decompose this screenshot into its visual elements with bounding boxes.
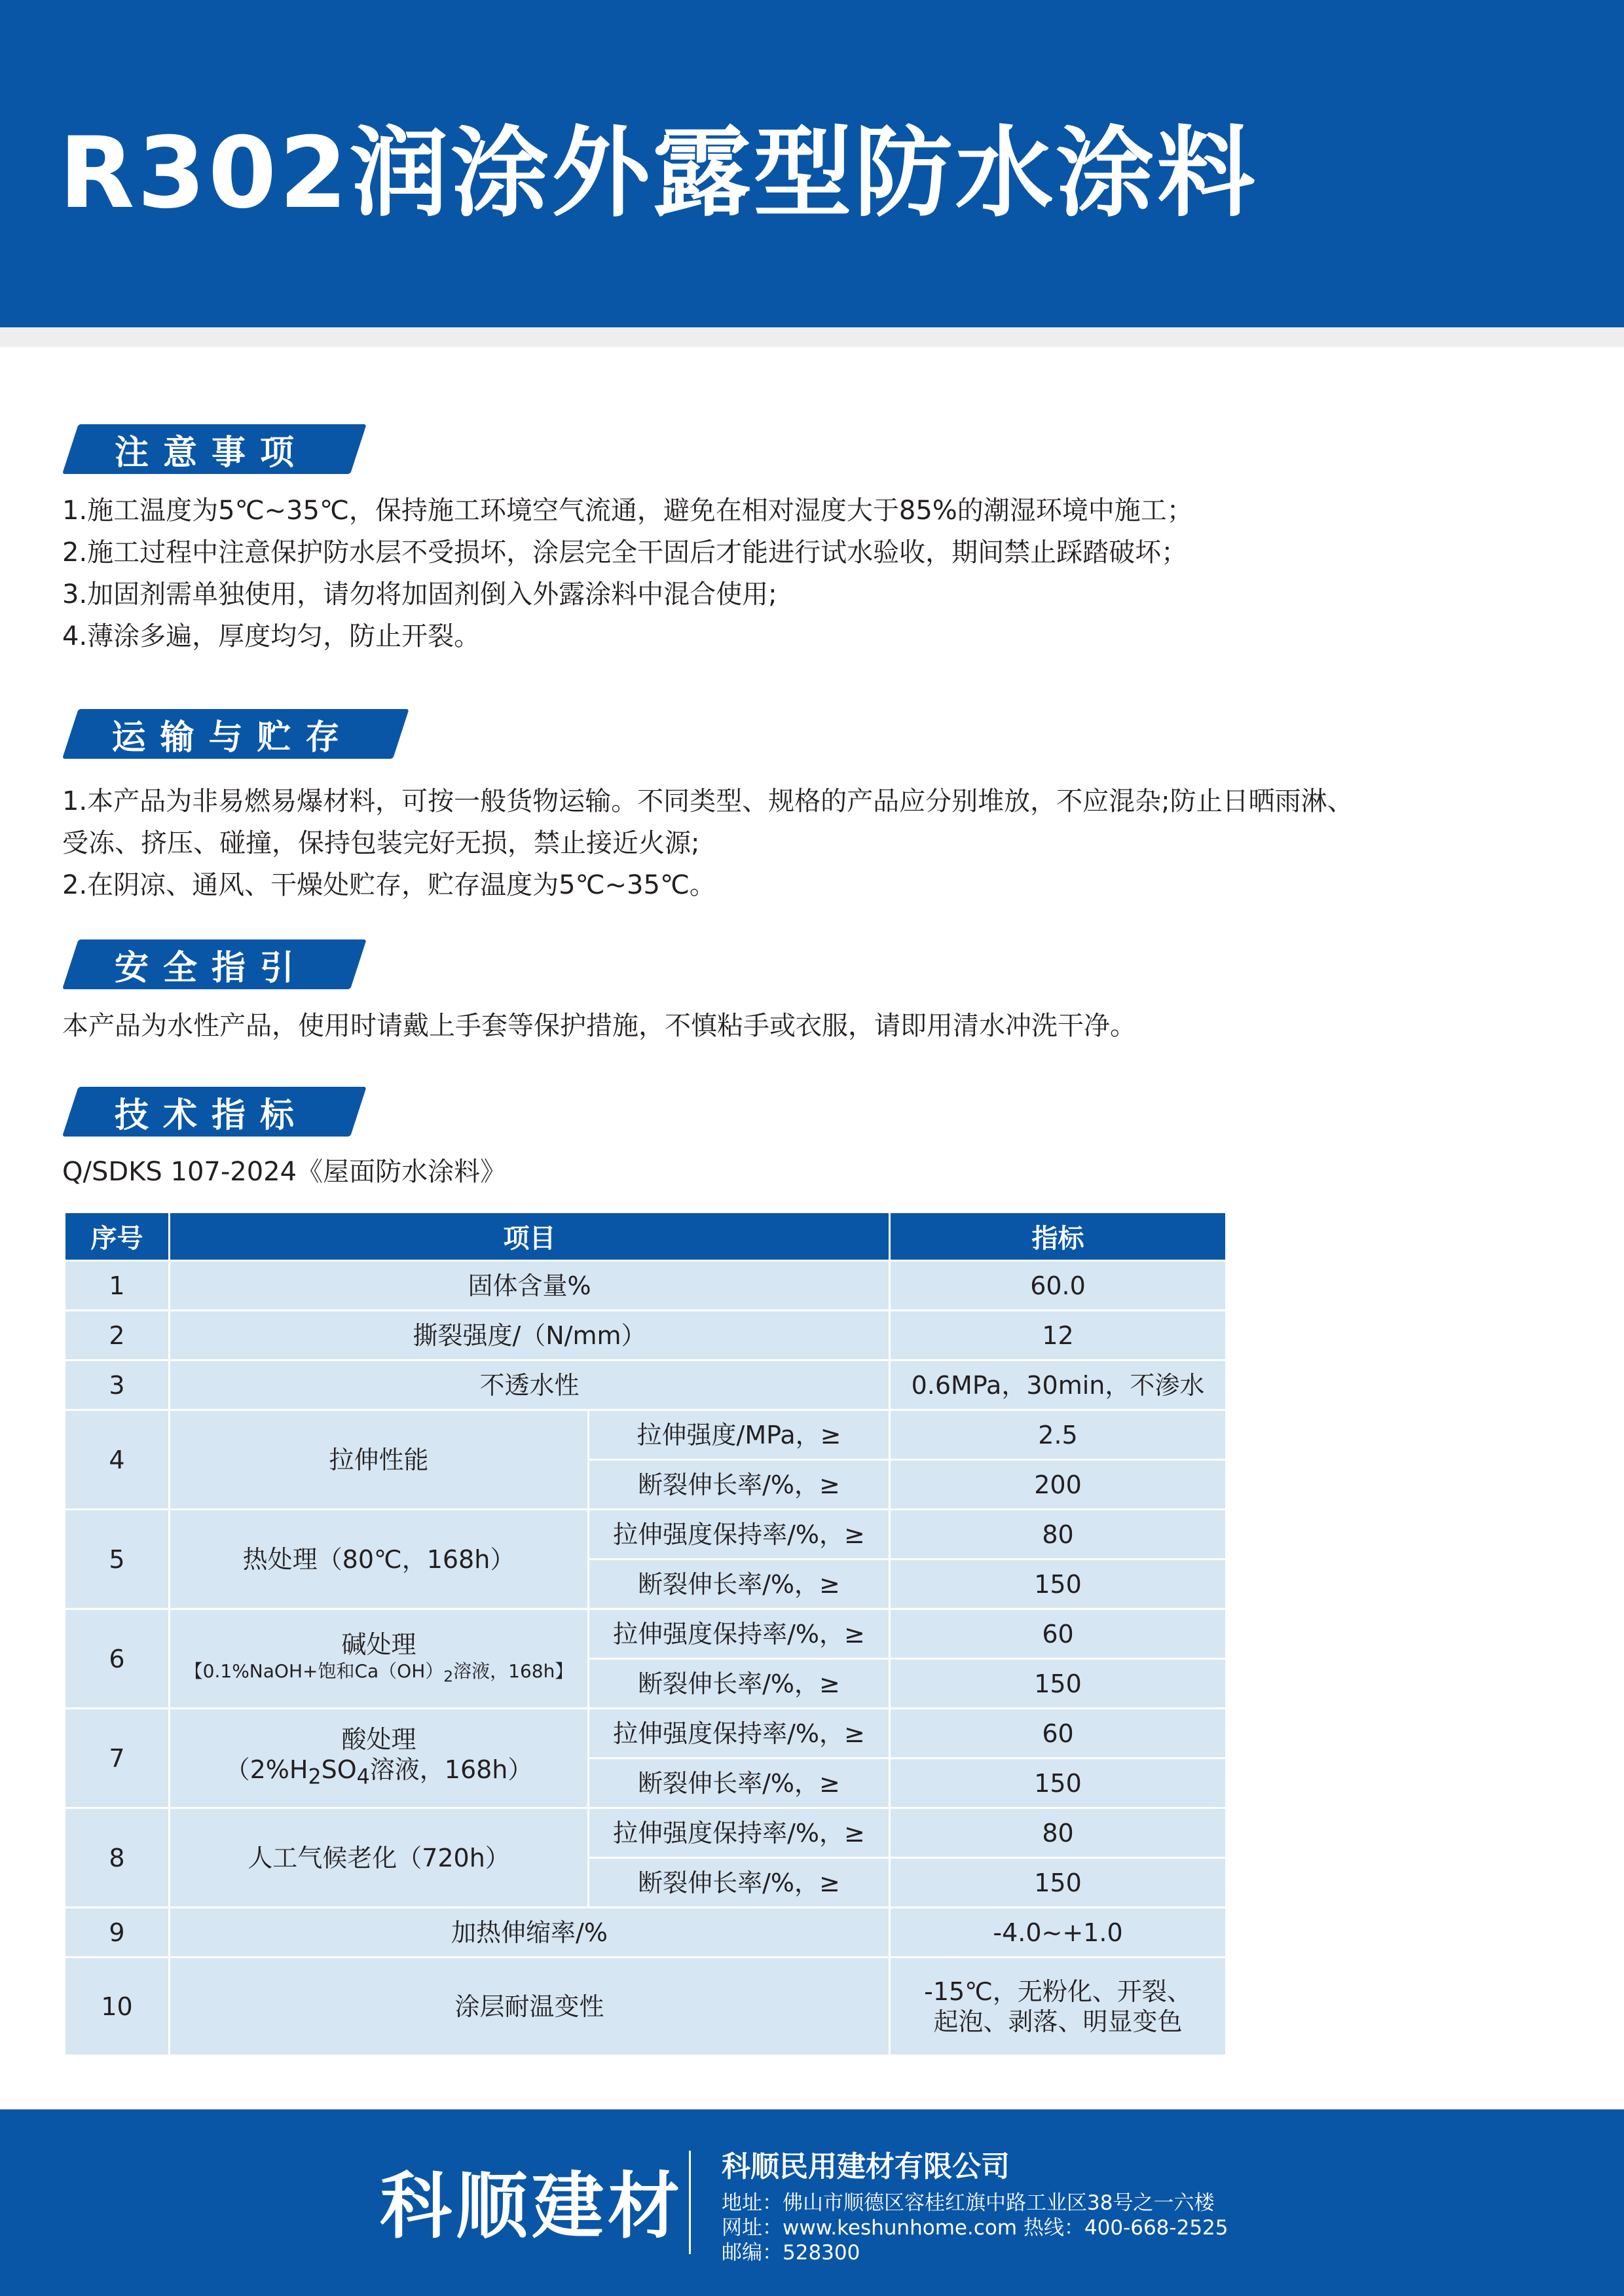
cell-no: 1 bbox=[65, 1261, 170, 1311]
cell-no: 10 bbox=[65, 1958, 170, 2056]
cell-item: 加热伸缩率/% bbox=[170, 1908, 890, 1958]
table-row bbox=[65, 1311, 1227, 1360]
safety-text bbox=[62, 1005, 1568, 1047]
address-text: 地址：佛山市顺德区容桂红旗中路工业区38号之一六楼 bbox=[722, 2191, 1215, 2215]
cell-subitem: 拉伸强度保持率/%，≥ bbox=[589, 1808, 890, 1858]
cell-value: 12 bbox=[890, 1311, 1227, 1360]
notice-item: 2.施工过程中注意保护防水层不受损坏，涂层完全干固后才能进行试水验收，期间禁止踩踏破坏； bbox=[62, 538, 1188, 568]
section-heading-notice bbox=[62, 424, 350, 474]
table-row bbox=[65, 1510, 1227, 1559]
transport-item: 1.本产品为非易燃易爆材料，可按一般货物运输。不同类型、规格的产品应分别堆放，不应混杂;防止日晒雨淋、 bbox=[62, 786, 1354, 816]
notice-item: 1.施工温度为5℃~35℃，保持施工环境空气流通，避免在相对湿度大于85%的潮湿环境中施工； bbox=[62, 496, 1193, 526]
cell-item: 撕裂强度/（N/mm） bbox=[170, 1311, 890, 1360]
cell-no: 7 bbox=[65, 1709, 170, 1808]
cell-item: 涂层耐温变性 bbox=[170, 1958, 890, 2056]
cell-value: 0.6MPa，30min，不渗水 bbox=[890, 1360, 1227, 1410]
cell-item-note bbox=[170, 1660, 587, 1688]
transport-list bbox=[62, 780, 1568, 906]
header-value: 指标 bbox=[890, 1212, 1227, 1261]
transport-item: 受冻、挤压、碰撞，保持包装完好无损，禁止接近火源; bbox=[62, 828, 700, 858]
cell-item-main: 酸处理 bbox=[341, 1724, 416, 1754]
formula-part: 溶液，168h） bbox=[369, 1755, 533, 1784]
cell-value: 80 bbox=[890, 1808, 1227, 1858]
table-row bbox=[65, 1261, 1227, 1311]
formula-part: SO bbox=[321, 1755, 357, 1784]
cell-no: 6 bbox=[65, 1609, 170, 1709]
header-item: 项目 bbox=[170, 1212, 890, 1261]
spec-table bbox=[64, 1211, 1227, 2056]
notice-list bbox=[62, 490, 1568, 657]
notice-item: 3.加固剂需单独使用，请勿将加固剂倒入外露涂料中混合使用; bbox=[62, 579, 777, 610]
product-title: R302润涂外露型防水涂料 bbox=[59, 117, 1258, 230]
cell-subitem: 断裂伸长率/%，≥ bbox=[589, 1559, 890, 1609]
cell-subitem: 拉伸强度保持率/%，≥ bbox=[589, 1609, 890, 1659]
table-row bbox=[65, 1709, 1227, 1758]
cell-item-line2 bbox=[225, 1755, 533, 1789]
cell-subitem: 断裂伸长率/%，≥ bbox=[589, 1460, 890, 1510]
table-row bbox=[65, 1958, 1227, 2056]
cell-subitem: 拉伸强度保持率/%，≥ bbox=[589, 1709, 890, 1758]
table-row bbox=[65, 1908, 1227, 1958]
postcode-text: 邮编：528300 bbox=[722, 2241, 860, 2265]
safety-item: 本产品为水性产品，使用时请戴上手套等保护措施，不慎粘手或衣服，请即用清水冲洗干净。 bbox=[62, 1011, 1136, 1041]
contact-info bbox=[722, 2191, 1228, 2265]
standard-reference: Q/SDKS 107-2024《屋面防水涂料》 bbox=[62, 1157, 507, 1187]
cell-no: 3 bbox=[65, 1360, 170, 1410]
website-hotline-text: 网址：www.keshunhome.com 热线：400-668-2525 bbox=[722, 2216, 1228, 2240]
company-name: 科顺民用建材有限公司 bbox=[722, 2150, 1010, 2183]
section-heading-transport bbox=[62, 709, 393, 759]
cell-value: 60 bbox=[890, 1609, 1227, 1659]
section-heading-transport-label: 运输与贮存 bbox=[111, 718, 354, 757]
transport-item: 2.在阴凉、通风、干燥处贮存，贮存温度为5℃~35℃。 bbox=[62, 870, 716, 900]
cell-item bbox=[170, 1709, 589, 1808]
cell-subitem: 断裂伸长率/%，≥ bbox=[589, 1858, 890, 1908]
cell-value-line: -15℃，无粉化、开裂、 bbox=[924, 1977, 1192, 2006]
cell-value: 80 bbox=[890, 1510, 1227, 1559]
note-subscript: 2 bbox=[443, 1667, 454, 1686]
cell-item: 拉伸性能 bbox=[170, 1410, 589, 1510]
cell-no: 9 bbox=[65, 1908, 170, 1958]
cell-value: 200 bbox=[890, 1460, 1227, 1510]
cell-value-line: 起泡、剥落、明显变色 bbox=[933, 2007, 1183, 2036]
formula-subscript: 4 bbox=[356, 1765, 370, 1789]
table-row bbox=[65, 1410, 1227, 1460]
footer-divider bbox=[689, 2151, 691, 2254]
cell-value: 150 bbox=[890, 1659, 1227, 1709]
table-row bbox=[65, 1609, 1227, 1659]
cell-item: 人工气候老化（720h） bbox=[170, 1808, 589, 1908]
formula-part: （2%H bbox=[225, 1755, 308, 1784]
cell-subitem: 断裂伸长率/%，≥ bbox=[589, 1659, 890, 1709]
cell-subitem: 断裂伸长率/%，≥ bbox=[589, 1758, 890, 1808]
cell-no: 8 bbox=[65, 1808, 170, 1908]
cell-value bbox=[890, 1958, 1227, 2056]
cell-value: 60 bbox=[890, 1709, 1227, 1758]
cell-value: 2.5 bbox=[890, 1410, 1227, 1460]
cell-no: 2 bbox=[65, 1311, 170, 1360]
cell-value: 60.0 bbox=[890, 1261, 1227, 1311]
cell-subitem: 拉伸强度/MPa，≥ bbox=[589, 1410, 890, 1460]
cell-subitem: 拉伸强度保持率/%，≥ bbox=[589, 1510, 890, 1559]
cell-no: 4 bbox=[65, 1410, 170, 1510]
formula-subscript: 2 bbox=[308, 1765, 322, 1789]
section-heading-tech bbox=[62, 1087, 350, 1137]
table-header-row bbox=[65, 1212, 1227, 1261]
cell-value: -4.0~+1.0 bbox=[890, 1908, 1227, 1958]
notice-item: 4.薄涂多遍，厚度均匀，防止开裂。 bbox=[62, 621, 481, 651]
section-heading-safety-label: 安全指引 bbox=[114, 948, 308, 988]
note-part: 【0.1%NaOH+饱和Ca（OH） bbox=[184, 1660, 444, 1682]
section-heading-notice-label: 注意事项 bbox=[114, 433, 308, 473]
section-heading-tech-label: 技术指标 bbox=[114, 1095, 308, 1135]
table-row bbox=[65, 1360, 1227, 1410]
cell-item: 不透水性 bbox=[170, 1360, 890, 1410]
header-divider bbox=[0, 327, 1624, 347]
note-part: 溶液，168h】 bbox=[453, 1660, 574, 1682]
cell-item-main: 碱处理 bbox=[341, 1630, 416, 1659]
cell-no: 5 bbox=[65, 1510, 170, 1609]
cell-item: 热处理（80℃，168h） bbox=[170, 1510, 589, 1609]
cell-value: 150 bbox=[890, 1858, 1227, 1908]
header-no: 序号 bbox=[65, 1212, 170, 1261]
brand-logo-text: 科顺建材 bbox=[380, 2164, 684, 2248]
table-row bbox=[65, 1808, 1227, 1858]
cell-item: 固体含量% bbox=[170, 1261, 890, 1311]
cell-value: 150 bbox=[890, 1758, 1227, 1808]
cell-value: 150 bbox=[890, 1559, 1227, 1609]
section-heading-safety bbox=[62, 939, 350, 989]
cell-item bbox=[170, 1609, 589, 1709]
